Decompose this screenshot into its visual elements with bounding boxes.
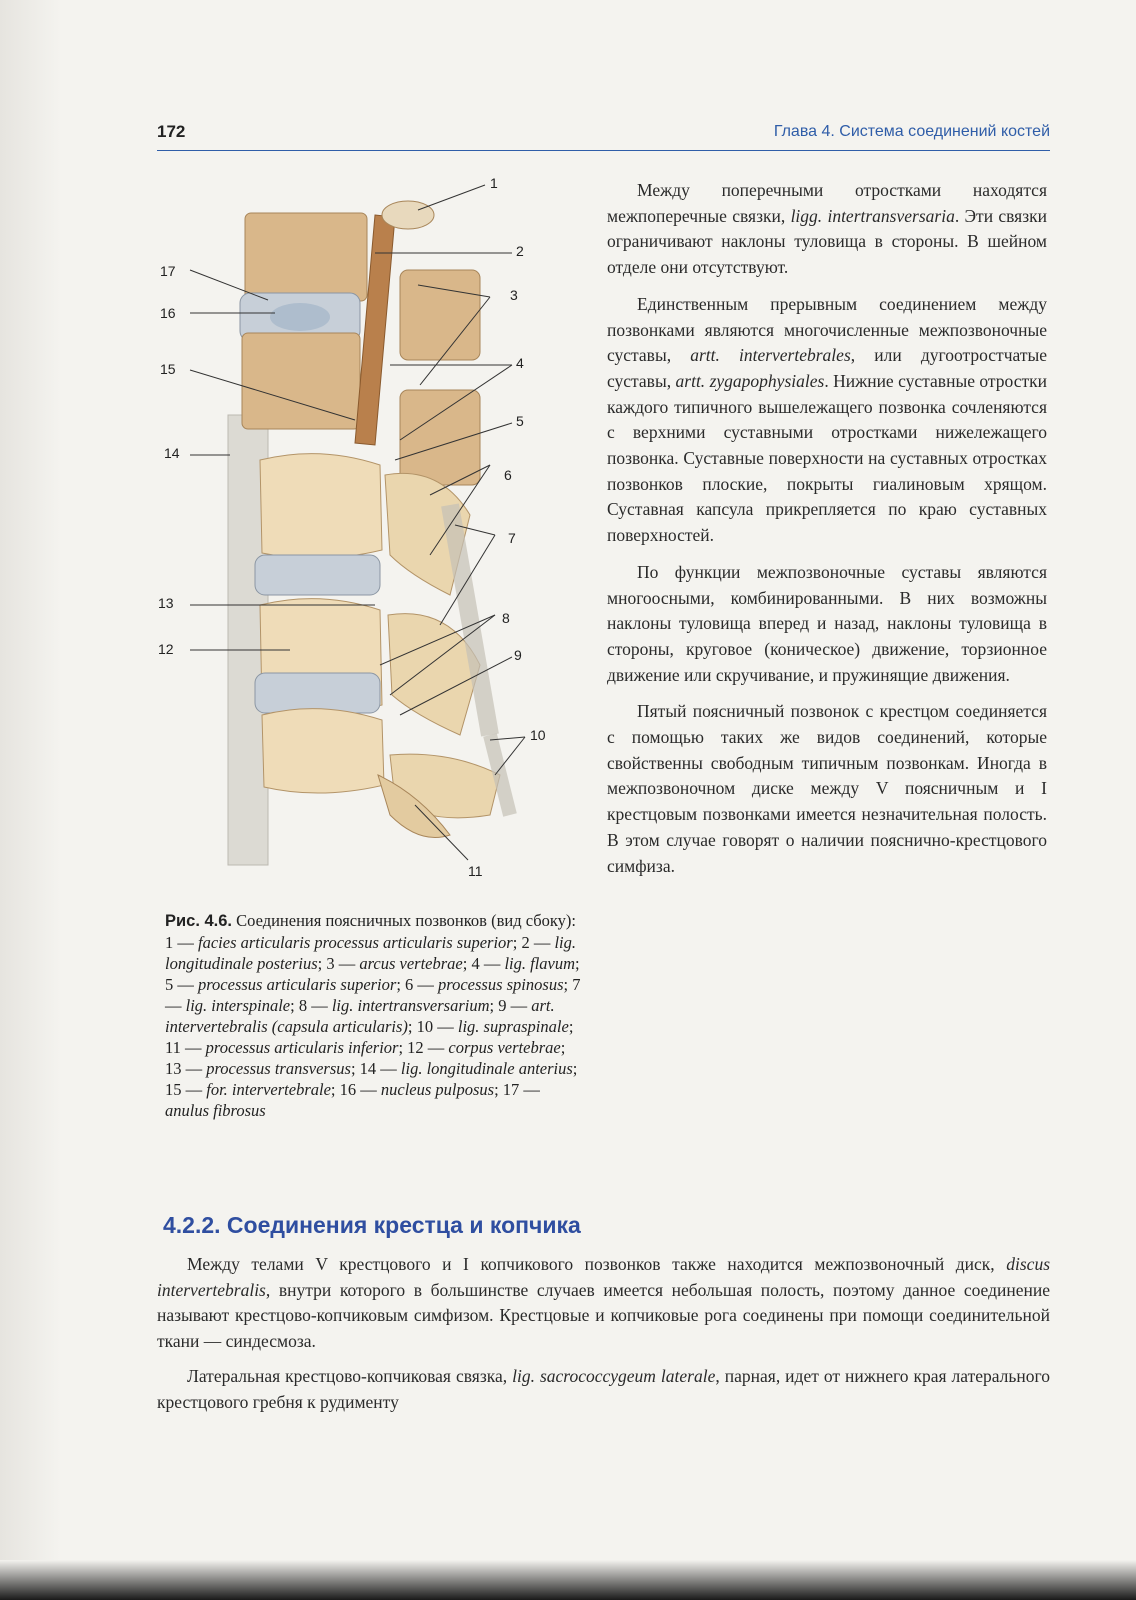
caption-run: ; 17 —	[494, 1080, 540, 1099]
figure-label-8: 8	[502, 610, 510, 626]
facet-surface-shape	[382, 201, 434, 229]
figure-label-10: 10	[530, 727, 546, 743]
caption-run: ; 9 —	[489, 996, 532, 1015]
caption-text	[165, 911, 580, 1120]
latin-term: lig. supraspinale	[457, 1017, 569, 1036]
latin-term: ligg. intertransversaria	[790, 205, 955, 226]
text-run: Латеральная крестцово-копчиковая связка,	[187, 1366, 513, 1386]
caption-run: ; 5 —	[165, 954, 580, 994]
paragraph	[157, 1364, 1050, 1415]
intervertebral-disc-2	[255, 555, 380, 595]
text-run: Пятый поясничный позвонок с крестцом соединяется с помощью таких же видов соединений, которые свойственны свободным типичным позвонкам. Иногда в межпозвоночном диске между V поясничным и I крестцовым позвонками имеется незначительная полость. В этом случае говорят о наличии пояснично-крестцового симфиза.	[607, 701, 1047, 876]
figure-label-17: 17	[160, 263, 176, 279]
figure-label-14: 14	[164, 445, 180, 461]
text-run: , или дугоотростчатые суставы,	[607, 345, 1047, 391]
spine-drawing	[150, 175, 590, 895]
page-number: 172	[157, 122, 186, 141]
caption-run: ; 13 —	[165, 1038, 566, 1078]
caption-run: ; 11 —	[165, 1017, 574, 1057]
latin-term: lig. interspinale	[185, 996, 291, 1015]
figure-label-5: 5	[516, 413, 524, 429]
text-run: Между поперечными отростками находятся межпоперечные связки,	[607, 180, 1047, 226]
arch-cut-1	[400, 270, 480, 360]
latin-term: artt. zygapophysiales	[675, 370, 825, 391]
caption-run: ; 8 —	[290, 996, 332, 1015]
caption-run: ; 4 —	[462, 954, 505, 973]
section-heading: 4.2.2. Соединения крестца и копчика	[163, 1212, 581, 1238]
page-bottom-shadow	[0, 1560, 1136, 1600]
text-run: По функции межпозвоночные суставы являются многоосными, комбинированными. В них возможны наклоны туловища вперед и назад, наклоны туловища в стороны, круговое (коническое) движение, торзионное движение или скручивание, и пружинящие движения.	[607, 561, 1047, 685]
vertebral-body-5	[262, 709, 384, 793]
caption-run: ; 3 —	[317, 954, 360, 973]
latin-term: lig. flavum	[504, 954, 576, 973]
latin-term: corpus vertebrae	[448, 1038, 561, 1057]
intervertebral-disc-3	[255, 673, 380, 713]
latin-term: discus intervertebralis	[157, 1254, 1050, 1300]
arch-cut-2	[400, 390, 480, 485]
paragraph	[607, 699, 1047, 879]
latin-term: lig. intertransversarium	[331, 996, 490, 1015]
latin-term: lig. longitudinale anterius	[400, 1059, 573, 1078]
vertebral-body-3	[260, 454, 382, 559]
figure-label-6: 6	[504, 467, 512, 483]
caption-run: ; 12 —	[398, 1038, 449, 1057]
right-column-text	[607, 178, 1047, 890]
caption-run: ; 15 —	[165, 1059, 578, 1099]
running-header	[157, 120, 1050, 151]
caption-run: ; 16 —	[330, 1080, 381, 1099]
figure-label-1: 1	[490, 175, 498, 191]
figure-label-13: 13	[158, 595, 174, 611]
paragraph	[607, 292, 1047, 549]
figure-label-15: 15	[160, 361, 176, 377]
caption-run: ; 6 —	[396, 975, 439, 994]
nucleus-pulposus-shape	[270, 303, 330, 331]
figure-label-9: 9	[514, 647, 522, 663]
latin-term: processus transversus	[206, 1059, 351, 1078]
figure-caption	[165, 910, 585, 1121]
text-run: Между телами V крестцового и I копчикового позвонков также находится межпозвоночный диск,	[187, 1254, 1007, 1274]
caption-run: ; 2 —	[512, 933, 555, 952]
section-body	[157, 1252, 1050, 1425]
text-run: , парная, идет от нижнего края латерального крестцового гребня к рудименту	[157, 1366, 1051, 1412]
paragraph	[607, 560, 1047, 689]
latin-term: processus spinosus	[438, 975, 564, 994]
text-run: . Нижние суставные отростки каждого типичного вышележащего позвонка сочленяются с верхними суставными отростками нижележащего позвонка. Суставные поверхности на суставных отростках позвонков плоские, покрыты гиалиновым хрящом. Суставная капсула прикрепляется по краю суставных поверхностей.	[607, 370, 1047, 546]
figure-label-12: 12	[158, 641, 174, 657]
chapter-title: Глава 4. Система соединений костей	[773, 123, 1050, 140]
latin-term: anulus fibrosus	[165, 1101, 266, 1120]
latin-term: lig. longitudinale posterius	[165, 933, 576, 973]
caption-run: ; 14 —	[350, 1059, 401, 1078]
caption-run: Соединения поясничных позвонков (вид сбоку): 1 —	[165, 911, 577, 952]
latin-term: art. intervertebralis (capsula articularis)	[165, 996, 555, 1036]
caption-run: ; 7 —	[165, 975, 581, 1015]
vertebral-body-cut-2	[242, 333, 360, 429]
figure-label-3: 3	[510, 287, 518, 303]
latin-term: nucleus pulposus	[380, 1080, 495, 1099]
latin-term: artt. intervertebrales	[690, 345, 851, 366]
figure-label-4: 4	[516, 355, 524, 371]
figure-number: Рис. 4.6.	[165, 912, 233, 930]
text-run: , внутри которого в большинстве случаев имеется небольшая полость, поэтому данное соединение называют крестцово-копчиковым симфизом. Крестцовые и копчиковые рога соединены при помощи соединительной ткани — синдесмоза.	[157, 1279, 1050, 1351]
latin-term: processus articularis superior	[198, 975, 397, 994]
latin-term: facies articularis processus articularis superior	[198, 933, 513, 952]
figure-spine-illustration	[150, 175, 590, 895]
text-run: . Эти связки ограничивают наклоны туловища в стороны. В шейном отделе они отсутствуют.	[607, 205, 1047, 278]
figure-label-11: 11	[468, 863, 483, 879]
vertebral-body-cut-1	[245, 213, 367, 301]
latin-term: for. intervertebrale	[206, 1080, 331, 1099]
text-run: Единственным прерывным соединением между позвонками являются многочисленные межпозвоночные суставы,	[607, 293, 1047, 366]
figure-label-7: 7	[508, 530, 516, 546]
latin-term: arcus vertebrae	[359, 954, 463, 973]
paragraph	[607, 178, 1047, 281]
figure-label-16: 16	[160, 305, 176, 321]
figure-label-2: 2	[516, 243, 524, 259]
latin-term: processus articularis inferior	[205, 1038, 399, 1057]
latin-term: lig. sacrococcygeum laterale	[512, 1366, 716, 1386]
page-edge-shadow	[0, 0, 60, 1600]
paragraph	[157, 1252, 1050, 1354]
caption-run: ; 10 —	[407, 1017, 458, 1036]
